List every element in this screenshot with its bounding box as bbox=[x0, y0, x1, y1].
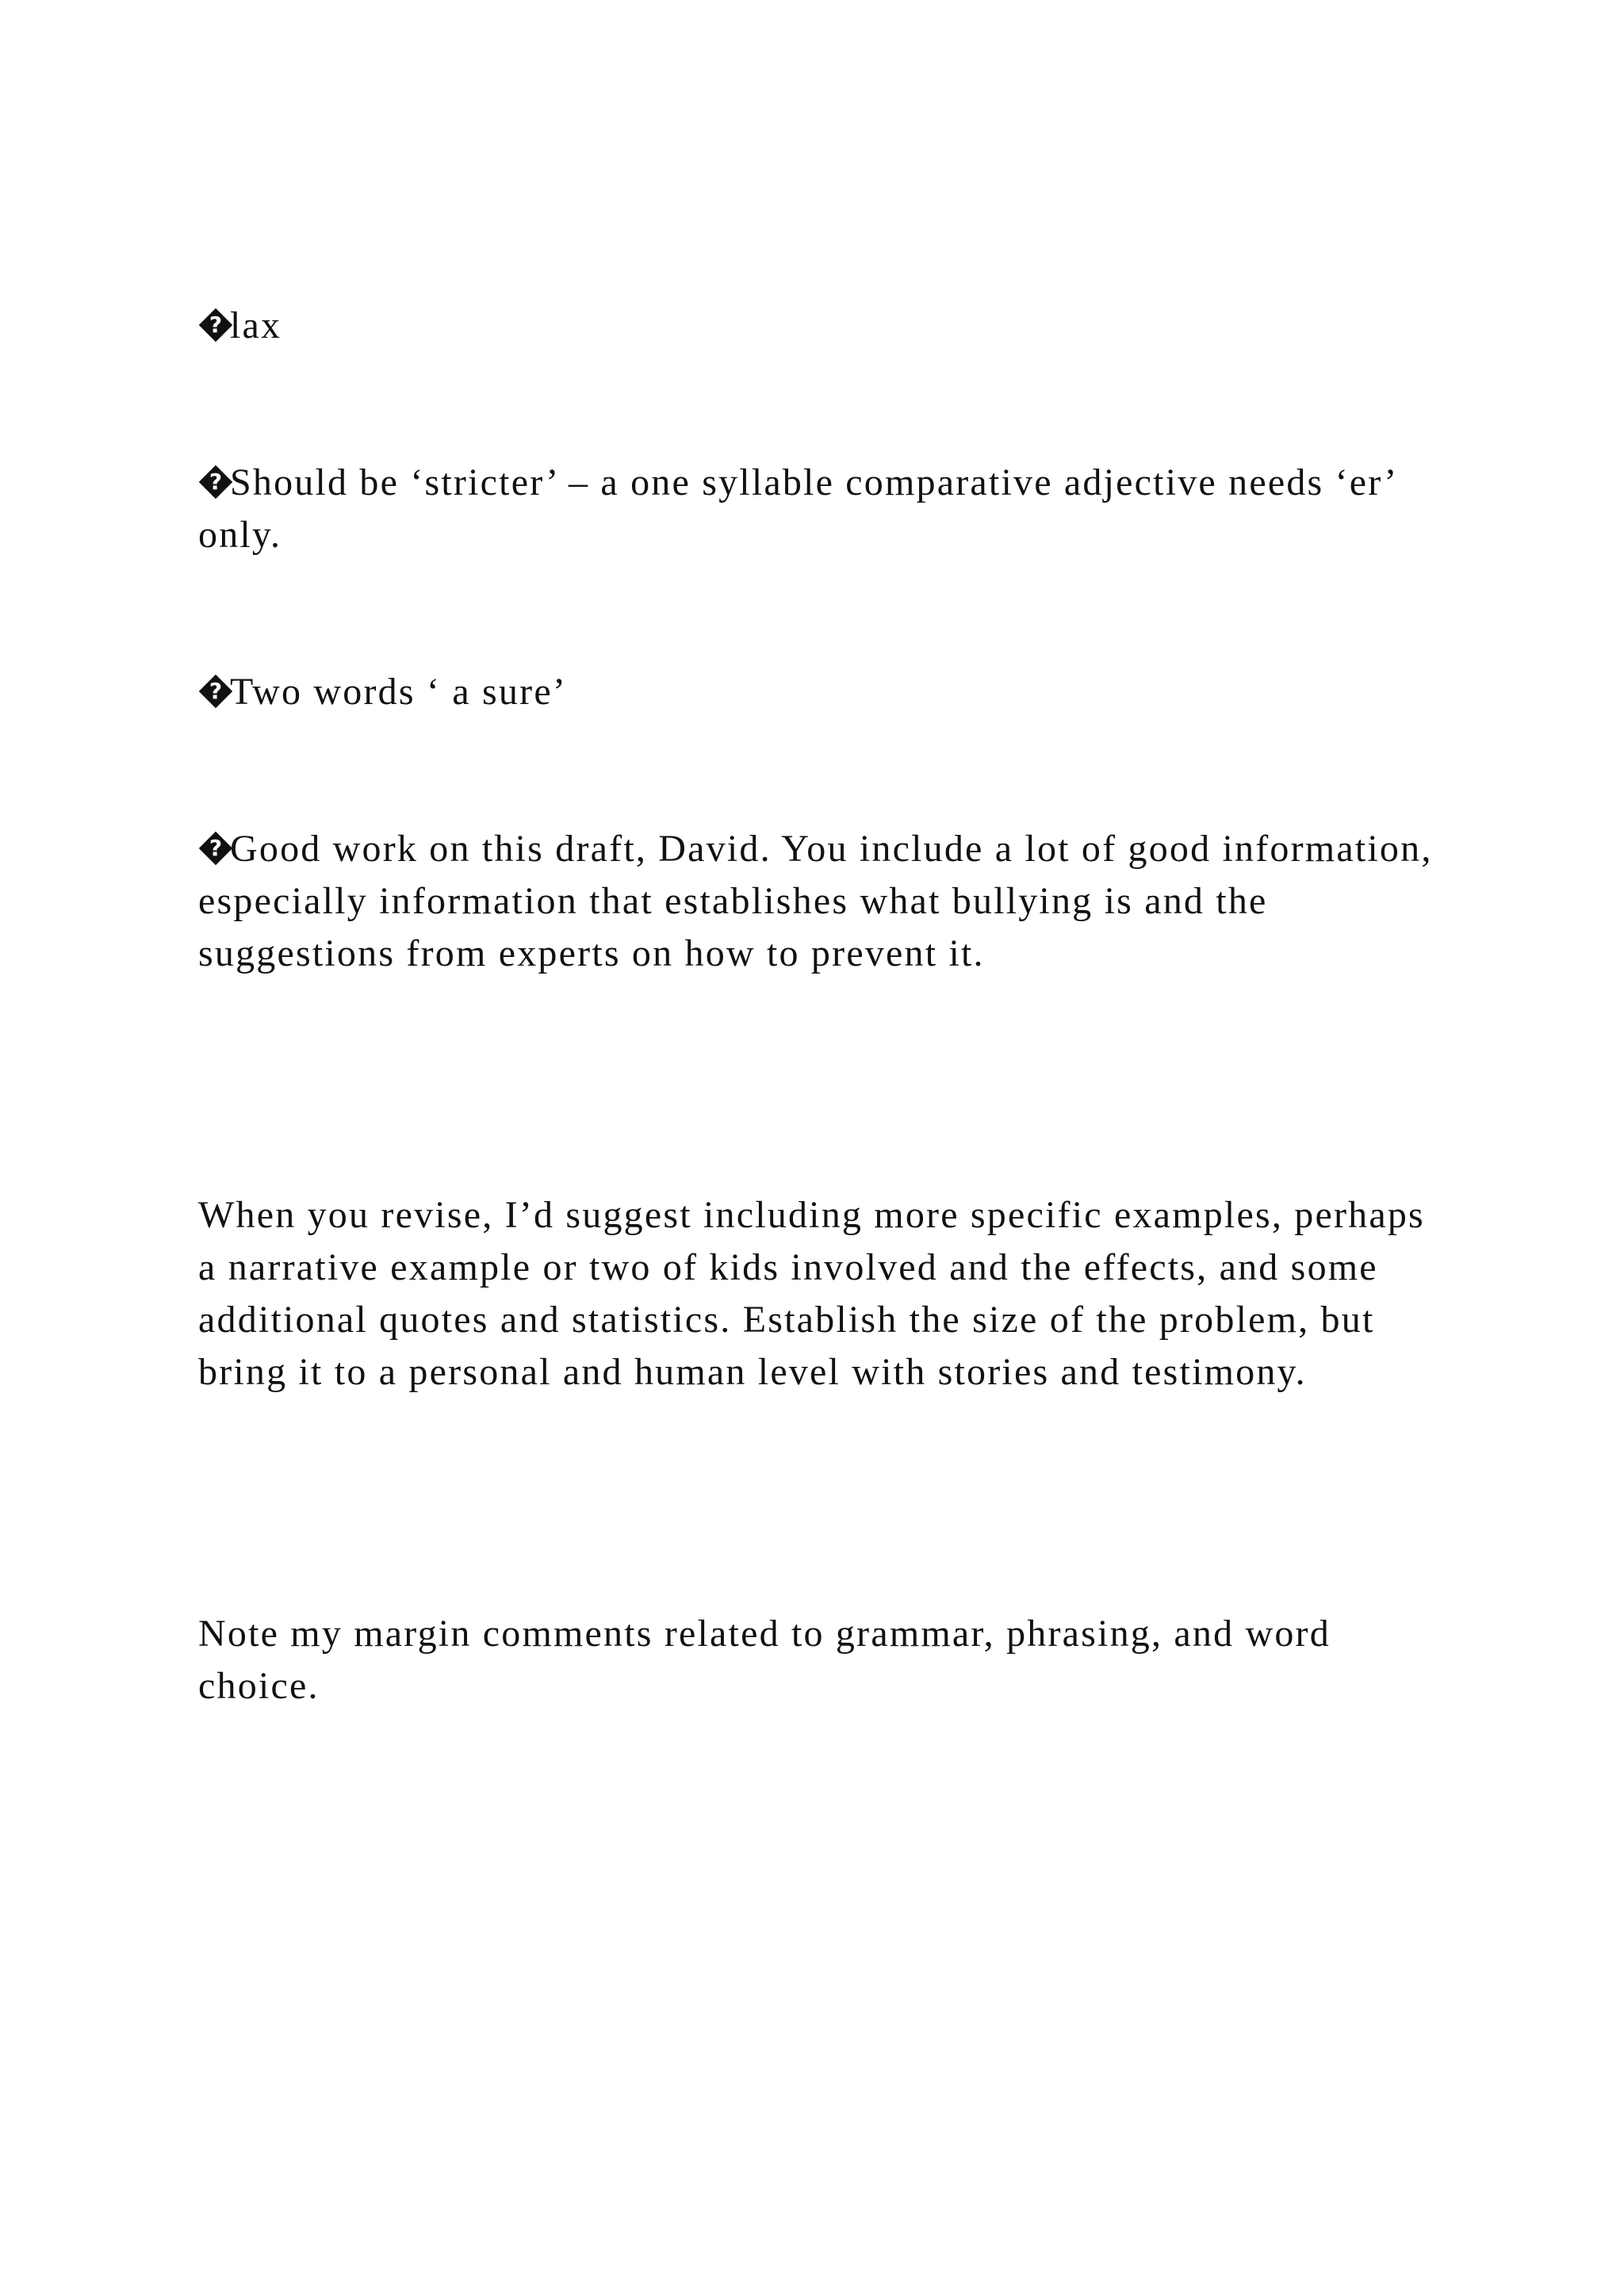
comment-marker-icon bbox=[198, 465, 233, 499]
paragraph-margin-note: Note my margin comments related to grammar, phrasing, and word choice. bbox=[198, 1613, 1331, 1707]
comment-text: Should be ‘stricter’ – a one syllable comparative adjective needs ‘er’ only. bbox=[198, 461, 1396, 556]
comment-marker-icon bbox=[198, 308, 233, 342]
comment-a-sure bbox=[198, 666, 1435, 718]
comment-marker-icon bbox=[198, 674, 233, 709]
comment-lax bbox=[198, 300, 1435, 352]
comment-text: lax bbox=[230, 304, 282, 346]
comment-good-work bbox=[198, 823, 1435, 980]
paragraph-revise-suggestions: When you revise, I’d suggest including more specific examples, perhaps a narrative example or two of kids involved and the effects, and some additional quotes and statistics. Establish the size of the problem, but bring it to a personal and human level with stories and testimony. bbox=[198, 1194, 1425, 1393]
comment-text: Two words ‘ a sure’ bbox=[230, 671, 568, 713]
comment-marker-icon bbox=[198, 831, 233, 866]
comment-text: Good work on this draft, David. You include a lot of good information, especially information that establishes what bullying is and the suggestions from experts on how to prevent it. bbox=[198, 828, 1433, 974]
comment-stricter bbox=[198, 457, 1435, 561]
